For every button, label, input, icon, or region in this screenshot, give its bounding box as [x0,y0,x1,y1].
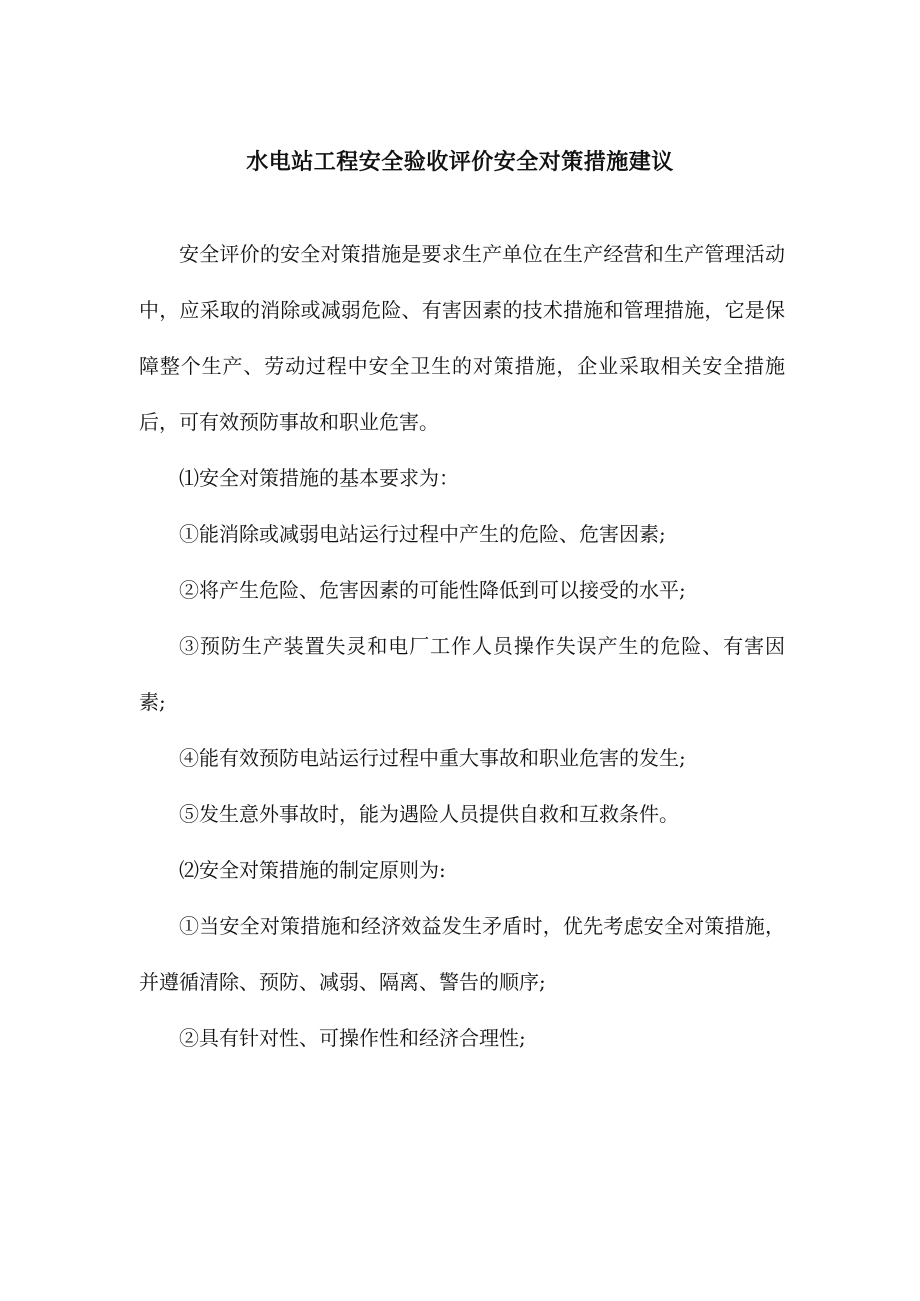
paragraph-requirement-3: ③预防生产装置失灵和电厂工作人员操作失误产生的危险、有害因素; [139,634,785,714]
paragraph-requirement-2: ②将产生危险、危害因素的可能性降低到可以接受的水平; [179,578,686,602]
document-title: 水电站工程安全验收评价安全对策措施建议 [246,150,674,175]
paragraph-requirement-5: ⑤发生意外事故时，能为遇险人员提供自救和互救条件。 [179,802,679,826]
paragraph-principles-heading: ⑵安全对策措施的制定原则为: [179,858,446,882]
paragraph-requirement-1: ①能消除或减弱电站运行过程中产生的危险、危害因素; [179,522,666,546]
paragraph-intro: 安全评价的安全对策措施是要求生产单位在生产经营和生产管理活动中，应采取的消除或减弱危险、有害因素的技术措施和管理措施，它是保障整个生产、劳动过程中安全卫生的对策措施，企业采取相关安全措施后，可有效预防事故和职业危害。 [139,242,785,434]
paragraph-requirement-4: ④能有效预防电站运行过程中重大事故和职业危害的发生; [179,746,686,770]
paragraph-principle-2: ②具有针对性、可操作性和经济合理性; [179,1026,526,1050]
paragraph-principle-1: ①当安全对策措施和经济效益发生矛盾时，优先考虑安全对策措施，并遵循清除、预防、减弱、隔离、警告的顺序; [139,914,785,994]
document-body [139,226,785,1066]
paragraph-basic-requirements-heading: ⑴安全对策措施的基本要求为： [179,466,459,490]
